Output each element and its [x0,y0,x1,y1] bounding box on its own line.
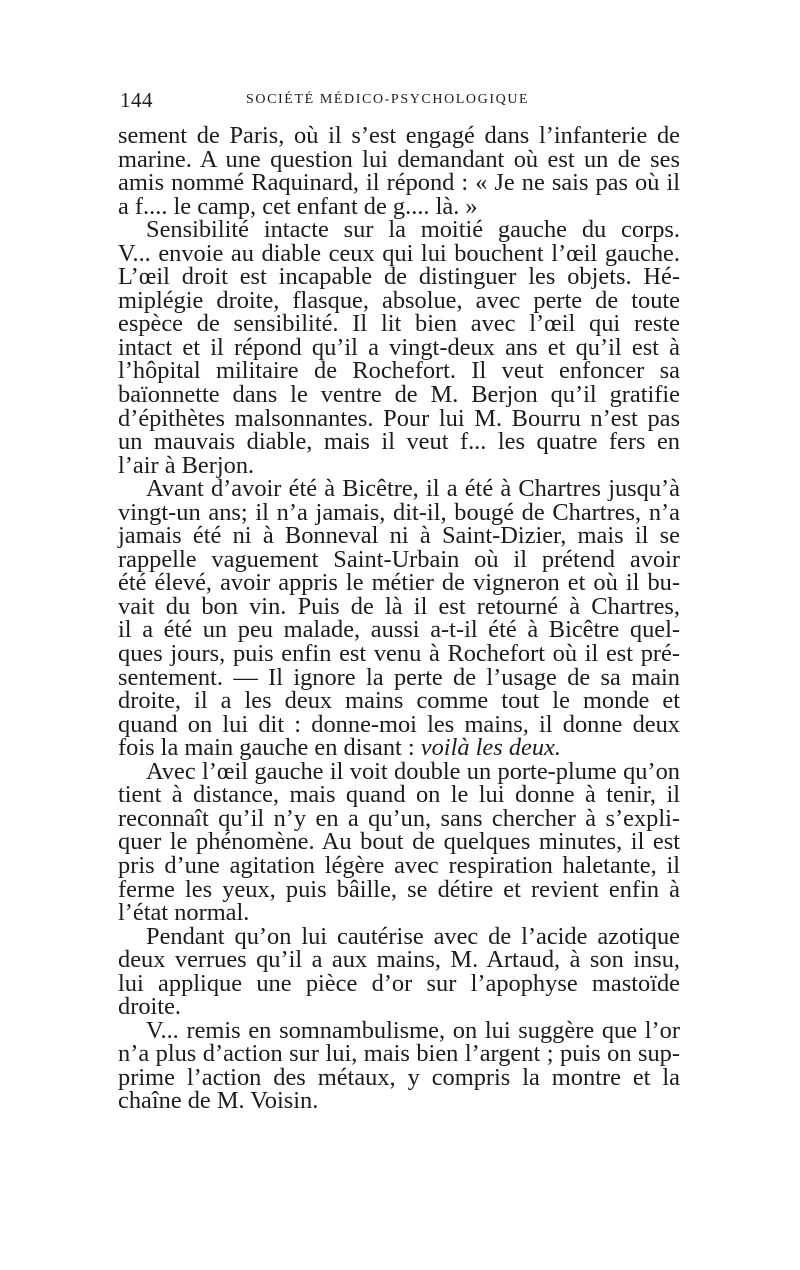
text-line [118,145,680,173]
text-line-content: chaîne de M. Voisin. [118,1087,319,1115]
text-line [118,995,680,1019]
text-line [118,901,680,925]
text-line [118,404,680,432]
text-line [118,359,680,383]
page-number: 144 [120,88,153,112]
text-line-content: droite. [118,993,181,1021]
text-line-content: vingt-un ans; il n’a jamais, dit-il, bougé de Chartres, n’a [118,498,680,526]
page-header [118,88,680,124]
text-line-content: amis nommé Raquinard, il répond : « Je ne sais pas où il [118,169,680,197]
text-line-content: été élevé, avoir appris le métier de vigneron et où il bu- [118,569,680,597]
text-line [118,218,680,242]
text-line [118,851,680,879]
text-line-content: il a été un peu malade, aussi a-t-il été à Bicêtre quel- [118,616,680,644]
text-line [118,830,680,854]
text-line-content: l’état normal. [118,899,250,927]
text-line-content: fois la main gauche en disant : [118,734,415,762]
text-line [118,736,680,760]
text-line-content: Sensibilité intacte sur la moitié gauche du corps. [146,216,680,244]
text-line-content: miplégie droite, flasque, absolue, avec perte de toute [118,286,680,314]
text-line [118,1016,680,1044]
text-line [118,618,680,642]
text-line-content: Pendant qu’on lui cautérise avec de l’acide azotique [146,922,680,950]
text-line-content: quer le phénomène. Au bout de quelques minutes, il est [118,828,680,856]
text-line-content: l’hôpital militaire de Rochefort. Il veut enfoncer sa [118,357,680,385]
text-line-content: vait du bon vin. Puis de là il est retourné à Chartres, [118,592,680,620]
text-line-content: jamais été ni à Bonneval ni à Saint-Dizier, mais il se [118,522,680,550]
text-line-content: quand on lui dit : donne-moi les mains, il donne deux [118,710,680,738]
text-line-content: V... envoie au diable ceux qui lui bouchent l’œil gauche. [118,239,680,267]
text-line [118,124,680,148]
text-line-content: espèce de sensibilité. Il lit bien avec l’œil qui reste [118,310,680,338]
text-line-content: l’air à Berjon. [118,451,255,479]
text-line-content: marine. A une question lui demandant où est un de ses [118,145,680,173]
book-page [118,88,680,1113]
text-line-content: Avant d’avoir été à Bicêtre, il a été à Chartres jusqu’à [146,475,680,503]
text-line-content: tient à distance, mais quand on le lui donne à tenir, il [118,781,680,809]
text-line-content: ferme les yeux, puis bâille, se détire et revient enfin à [118,875,680,903]
text-line [118,757,680,785]
text-line [118,312,680,336]
text-line [118,383,680,407]
running-head: SOCIÉTÉ MÉDICO-PSYCHOLOGIQUE [246,92,530,107]
text-line [118,804,680,832]
text-line [118,524,680,548]
text-line-content: sement de Paris, où il s’est engagé dans l’infanterie de [118,122,680,149]
text-line [118,286,680,314]
text-line-content: rappelle vaguement Saint-Urbain où il prétend avoir [118,545,680,573]
text-line-content: pris d’une agitation légère avec respiration haletante, il [118,851,680,879]
text-line-content: intact et il répond qu’il a vingt-deux ans et qu’il est à [118,333,680,361]
text-line [118,545,680,573]
text-line [118,451,680,479]
text-line-content: ques jours, puis enfin est venu à Rochefort où il est pré- [118,640,680,668]
text-line [118,571,680,595]
text-line [118,1089,680,1113]
text-line [118,1063,680,1091]
text-line-content: lui applique une pièce d’or sur l’apophyse mastoïde [118,969,680,997]
text-line-content: d’épithètes malsonnantes. Pour lui M. Bourru n’est pas [118,404,680,432]
text-line-content: V... remis en somnambulisme, on lui suggère que l’or [146,1016,680,1044]
text-line [118,689,680,713]
text-line [118,783,680,807]
text-line [118,239,680,267]
italic-phrase: voilà les deux. [420,734,561,762]
text-line [118,265,680,289]
text-line [118,192,680,220]
text-line [118,333,680,361]
text-line [118,642,680,666]
body-text [118,124,680,1113]
text-line [118,663,680,691]
text-line [118,969,680,997]
text-line [118,430,680,454]
text-line-content: n’a plus d’action sur lui, mais bien l’argent ; puis on sup- [118,1040,680,1068]
text-line-content: a f.... le camp, cet enfant de g.... là. » [118,192,478,220]
text-line [118,498,680,526]
text-line-content: L’œil droit est incapable de distinguer les objets. Hé- [118,263,680,291]
text-line [118,948,680,972]
text-line [118,710,680,738]
text-line-content: reconnaît qu’il n’y en a qu’un, sans chercher à s’expli- [118,804,680,832]
text-line-content: droite, il a les deux mains comme tout le monde et [118,687,680,715]
text-line-content: baïonnette dans le ventre de M. Berjon qu’il gratifie [118,381,680,409]
text-line-content: prime l’action des métaux, y compris la montre et la [118,1063,680,1091]
text-line [118,477,680,501]
text-line-content: sentement. — Il ignore la perte de l’usage de sa main [118,663,680,691]
text-line-content: un mauvais diable, mais il veut f... les quatre fers en [118,428,680,456]
text-line [118,922,680,950]
text-line-content: deux verrues qu’il a aux mains, M. Artaud, à son insu, [118,946,680,974]
text-line [118,1042,680,1066]
text-line [118,171,680,195]
text-line-content: Avec l’œil gauche il voit double un porte-plume qu’on [146,757,680,785]
text-line [118,592,680,620]
text-line [118,875,680,903]
